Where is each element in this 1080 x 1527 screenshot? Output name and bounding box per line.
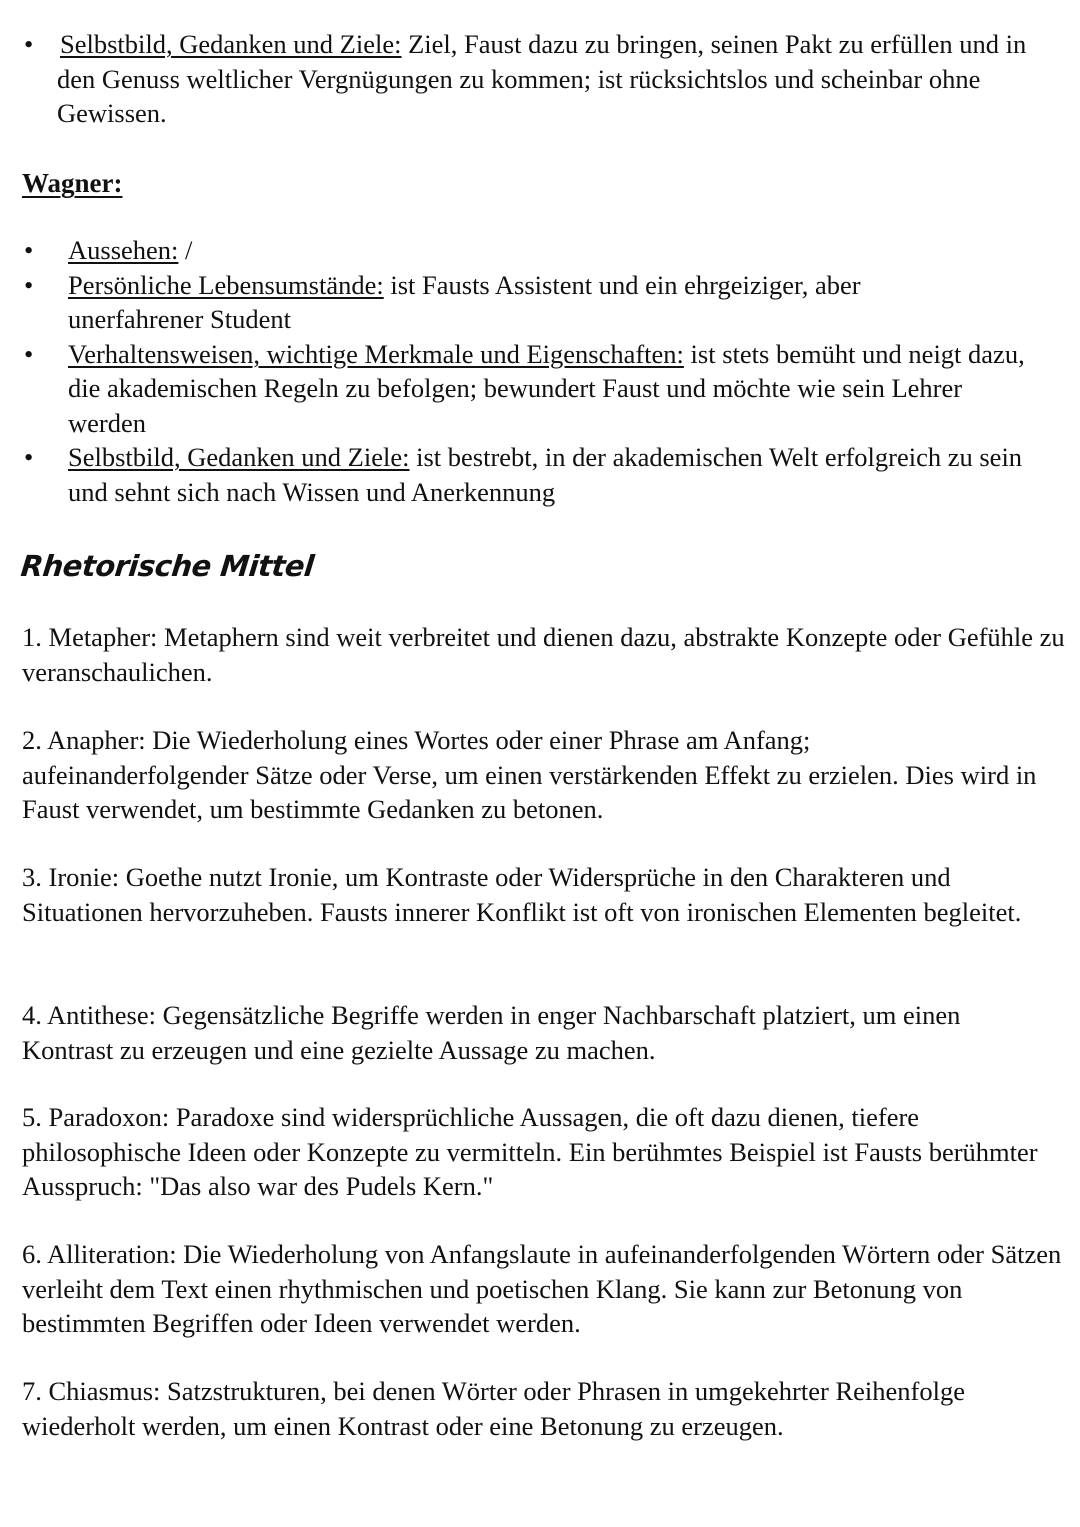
item-text: ist Fausts Assistent und ein ehrgeiziger, aber unerfahrener Student — [68, 269, 861, 334]
item-label: Selbstbild, Gedanken und Ziele: — [60, 29, 402, 59]
bullet-icon: • — [24, 29, 34, 59]
list-item — [0, 440, 1080, 509]
item-text: / — [178, 235, 193, 265]
rhetoric-item-chiasmus: 7. Chiasmus: Satzstrukturen, bei denen Wörter oder Phrasen in umgekehrter Reihenfolge wiederholt werden, um einen Kontrast oder eine Betonung zu erzeugen. — [22, 1376, 965, 1441]
mephisto-bullet-list — [0, 27, 1080, 131]
list-item — [0, 268, 1080, 337]
list-item — [0, 27, 1080, 131]
rhetoric-item-antithese: 4. Antithese: Gegensätzliche Begriffe werden in enger Nachbarschaft platziert, um einen Kontrast zu erzeugen und eine gezielte Aussage zu machen. — [22, 1000, 961, 1065]
item-label: Persönliche Lebensumstände: — [68, 269, 384, 300]
bullet-icon: • — [24, 269, 34, 300]
item-text: ist bestrebt, in der akademischen Welt erfolgreich zu sein und sehnt sich nach Wissen und Anerkennung — [68, 442, 1023, 507]
list-item — [0, 337, 1080, 441]
bullet-icon: • — [24, 338, 34, 369]
item-label: Aussehen: — [68, 235, 179, 265]
rhetoric-item-ironie: 3. Ironie: Goethe nutzt Ironie, um Kontraste oder Widersprüche in den Charakteren und Situationen hervorzuheben. Fausts innerer Konflikt ist oft von ironischen Elementen begleitet. — [22, 862, 1022, 927]
item-label: Selbstbild, Gedanken und Ziele: — [68, 442, 410, 472]
wagner-bullet-list — [0, 233, 1080, 509]
item-text: ist stets bemüht und neigt dazu, die akademischen Regeln zu befolgen; bewundert Faust und möchte wie sein Lehrer werden — [68, 338, 1025, 438]
rhetoric-item-anapher: 2. Anapher: Die Wiederholung eines Wortes oder einer Phrase am Anfang; aufeinanderfolgender Sätze oder Verse, um einen verstärkenden Effekt zu erzielen. Dies wird in Faust verwendet, um bestimmte Gedanken zu betonen. — [22, 725, 1037, 824]
rhetoric-heading: Rhetorische Mittel — [19, 549, 316, 583]
item-text: Ziel, Faust dazu zu bringen, seinen Pakt zu erfüllen und in den Genuss weltlicher Vergnügungen zu kommen; ist rücksichtslos und scheinbar ohne Gewissen. — [57, 29, 1027, 128]
bullet-icon: • — [24, 235, 34, 265]
wagner-heading: Wagner: — [22, 168, 123, 198]
rhetoric-item-paradoxon: 5. Paradoxon: Paradoxe sind widersprüchliche Aussagen, die oft dazu dienen, tiefere philosophische Ideen oder Konzepte zu vermitteln. Ein berühmtes Beispiel ist Fausts berühmter Ausspruch: "Das also war des Pudels Kern." — [22, 1102, 1038, 1201]
rhetoric-item-metapher: 1. Metapher: Metaphern sind weit verbreitet und dienen dazu, abstrakte Konzepte oder Gefühle zu veranschaulichen. — [22, 622, 1065, 687]
list-item — [0, 233, 1080, 268]
rhetoric-item-alliteration: 6. Alliteration: Die Wiederholung von Anfangslaute in aufeinanderfolgenden Wörtern oder Sätzen verleiht dem Text einen rhythmischen und poetischen Klang. Sie kann zur Betonung von bestimmten Begriffen oder Ideen verwendet werden. — [22, 1239, 1062, 1338]
item-label: Verhaltensweisen, wichtige Merkmale und Eigenschaften: — [68, 338, 684, 369]
bullet-icon: • — [24, 442, 34, 472]
